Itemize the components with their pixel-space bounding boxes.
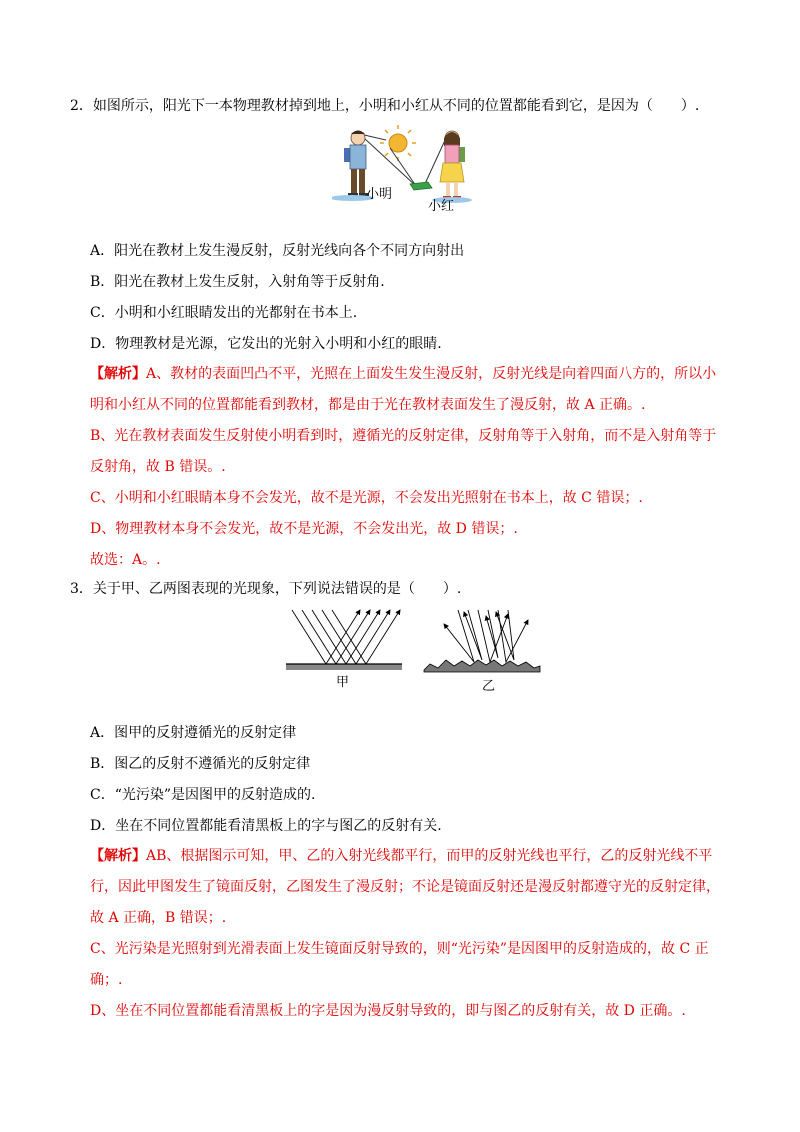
question-2-stem: 2．如图所示，阳光下一本物理教材掉到地上，小明和小红从不同的位置都能看到它，是因为（ ）. <box>70 98 700 114</box>
question-2-option-b: B．阳光在教材上发生反射，入射角等于反射角. <box>90 274 385 290</box>
question-2-analysis-line-3: B、光在教材表面发生反射使小明看到时，遵循光的反射定律，反射角等于入射角，而不是入射角等于 <box>90 428 717 444</box>
figure-label-yi: 乙 <box>482 678 496 693</box>
question-3-analysis-line-6: D、坐在不同位置都能看清黑板上的字是因为漫反射导致的，即与图乙的反射有关，故 D 正确。. <box>90 1003 686 1019</box>
question-2-analysis-line-7: 故选：A。. <box>90 552 161 568</box>
question-2-analysis-line-6: D、物理教材本身不会发光，故不是光源，不会发出光，故 D 错误；. <box>90 521 518 537</box>
question-3-analysis-line-2: 行，因此甲图发生了镜面反射，乙图发生了漫反射；不论是镜面反射还是漫反射都遵守光的反射定律， <box>90 879 720 895</box>
figure-book-observers <box>332 124 482 216</box>
question-2-analysis-line-2: 明和小红从不同的位置都能看到教材，都是由于光在教材表面发生了漫反射，故 A 正确。. <box>90 397 646 413</box>
figure-label-xiaohong: 小红 <box>428 198 455 213</box>
question-2-analysis-line-4: 反射角，故 B 错误。. <box>90 459 226 475</box>
question-2-analysis-line-1: 【解析】A、教材的表面凹凸不平，光照在上面发生发生漫反射，反射光线是向着四面八方的，所以小 <box>90 366 717 382</box>
question-3-option-a: A．图甲的反射遵循光的反射定律 <box>90 725 297 741</box>
question-3-stem: 3．关于甲、乙两图表现的光现象，下列说法错误的是（ ）. <box>70 581 462 597</box>
question-2-option-c: C．小明和小红眼睛发出的光都射在书本上. <box>90 305 358 321</box>
girl-figure <box>440 131 465 199</box>
question-2-option-a: A．阳光在教材上发生漫反射，反射光线向各个不同方向射出 <box>90 243 465 259</box>
diffuse-reflection-diagram <box>424 610 540 672</box>
question-2-option-d: D．物理教材是光源，它发出的光射入小明和小红的眼睛. <box>90 336 442 352</box>
question-3-analysis-line-3: 故 A 正确，B 错误；. <box>90 910 227 926</box>
question-3-option-b: B．图乙的反射不遵循光的反射定律 <box>90 756 311 772</box>
question-3-analysis-line-4: C、光污染是光照射到光滑表面上发生镜面反射导致的，则“光污染”是因图甲的反射造成的，故 C 正 <box>90 941 709 957</box>
question-3-option-c: C．“光污染”是因图甲的反射造成的. <box>90 787 316 803</box>
analysis-tag: 【解析】 <box>90 366 146 382</box>
figure-label-jia: 甲 <box>336 674 350 689</box>
sun-icon <box>380 125 416 161</box>
figure-label-xiaoming: 小明 <box>366 186 393 201</box>
question-2-analysis-line-5: C、小明和小红眼睛本身不会发光，故不是光源，不会发出光照射在书本上，故 C 错误；. <box>90 490 643 506</box>
question-3-option-d: D．坐在不同位置都能看清黑板上的字与图乙的反射有关. <box>90 818 442 834</box>
question-3-analysis-line-5: 确；. <box>90 972 123 988</box>
figure-reflection-comparison <box>282 606 544 694</box>
question-3-analysis-line-1: 【解析】AB、根据图示可知，甲、乙的入射光线都平行，而甲的反射光线也平行，乙的反射光线不平 <box>90 848 713 864</box>
specular-reflection-diagram <box>286 610 402 670</box>
analysis-tag: 【解析】 <box>90 848 146 864</box>
